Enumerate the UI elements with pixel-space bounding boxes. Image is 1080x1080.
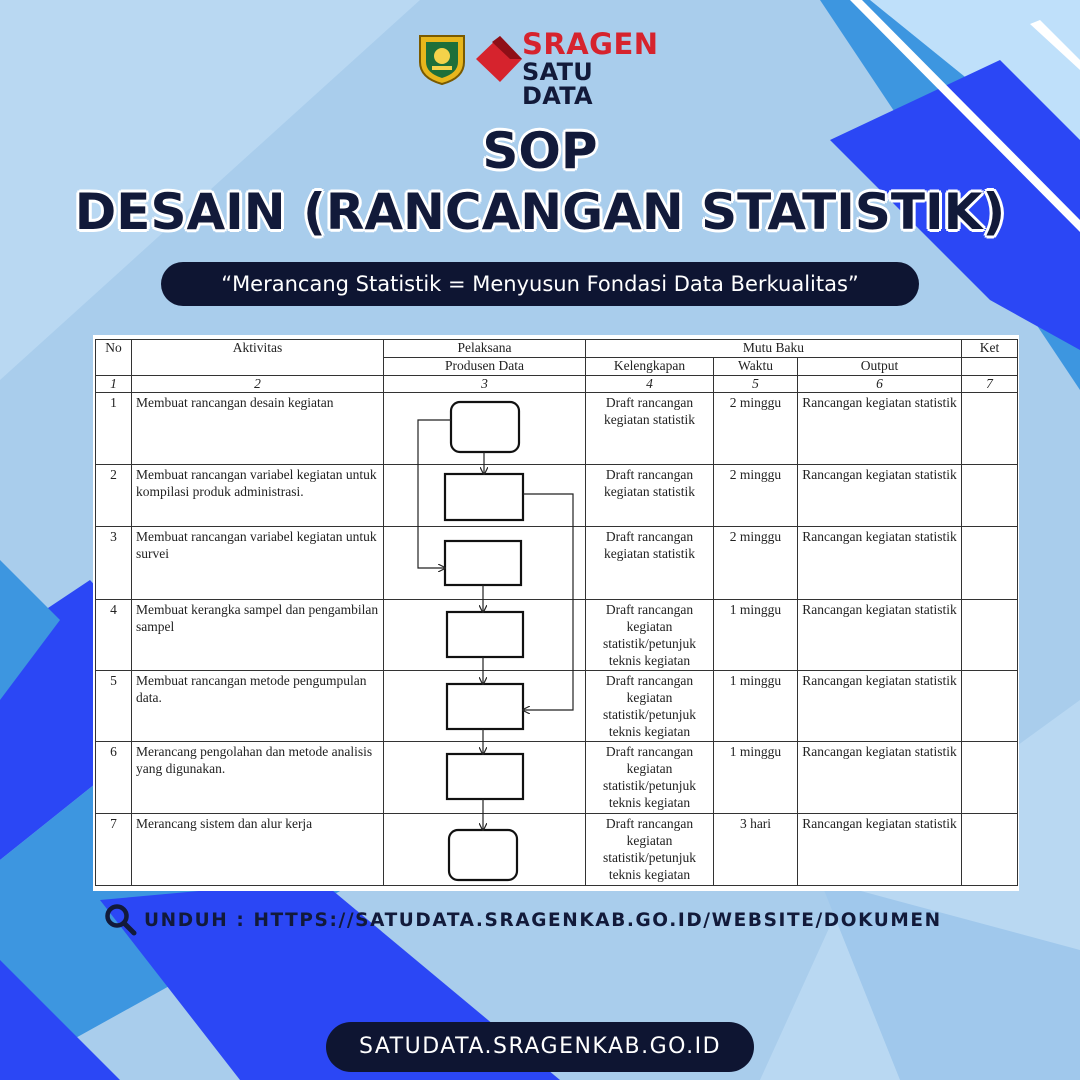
row-waktu: 2 minggu — [714, 465, 798, 527]
row-number: 7 — [96, 814, 132, 886]
row-kelengkapan: Draft rancangan kegiatan statistik — [586, 393, 714, 465]
header-produsen-data: Produsen Data — [384, 358, 586, 376]
row-ket — [962, 465, 1018, 527]
row-flow-cell — [384, 393, 586, 465]
row-number: 6 — [96, 742, 132, 814]
row-aktivitas: Membuat rancangan metode pengumpulan data. — [132, 671, 384, 742]
download-link[interactable] — [104, 902, 942, 938]
tagline-pill: “Merancang Statistik = Menyusun Fondasi Data Berkualitas” — [161, 262, 919, 306]
page-subtitle: DESAIN (RANCANGAN STATISTIK) — [74, 183, 1006, 241]
column-number: 6 — [798, 376, 962, 393]
row-flow-cell — [384, 742, 586, 814]
row-aktivitas: Membuat rancangan variabel kegiatan untuk survei — [132, 527, 384, 600]
column-number: 2 — [132, 376, 384, 393]
header-output: Output — [798, 358, 962, 376]
brand-subtitle: SATU DATA — [522, 58, 594, 110]
table-row — [96, 527, 1018, 600]
row-waktu: 1 minggu — [714, 671, 798, 742]
row-ket — [962, 814, 1018, 886]
row-waktu: 3 hari — [714, 814, 798, 886]
row-output: Rancangan kegiatan statistik — [798, 742, 962, 814]
sop-document — [93, 335, 1019, 891]
table-row — [96, 600, 1018, 671]
row-number: 5 — [96, 671, 132, 742]
header-aktivitas: Aktivitas — [132, 340, 384, 376]
footer-website[interactable]: SATUDATA.SRAGENKAB.GO.ID — [326, 1022, 754, 1072]
row-ket — [962, 600, 1018, 671]
column-number: 7 — [962, 376, 1018, 393]
row-flow-cell — [384, 465, 586, 527]
row-kelengkapan: Draft rancangan kegiatan statistik — [586, 527, 714, 600]
row-waktu: 1 minggu — [714, 742, 798, 814]
header-ket: Ket — [962, 340, 1018, 358]
row-aktivitas: Membuat rancangan variabel kegiatan untuk kompilasi produk administrasi. — [132, 465, 384, 527]
row-output: Rancangan kegiatan statistik — [798, 600, 962, 671]
header-waktu: Waktu — [714, 358, 798, 376]
header-ket-blank — [962, 358, 1018, 376]
row-output: Rancangan kegiatan statistik — [798, 465, 962, 527]
header-kelengkapan: Kelengkapan — [586, 358, 714, 376]
row-kelengkapan: Draft rancangan kegiatan statistik/petunjuk teknis kegiatan — [586, 814, 714, 886]
row-ket — [962, 742, 1018, 814]
row-output: Rancangan kegiatan statistik — [798, 527, 962, 600]
row-waktu: 2 minggu — [714, 527, 798, 600]
row-kelengkapan: Draft rancangan kegiatan statistik/petunjuk teknis kegiatan — [586, 671, 714, 742]
row-flow-cell — [384, 814, 586, 886]
table-row — [96, 393, 1018, 465]
regency-crest-icon — [416, 32, 468, 86]
header-logo — [416, 27, 666, 110]
row-number: 1 — [96, 393, 132, 465]
row-waktu: 2 minggu — [714, 393, 798, 465]
page-title: SOP — [482, 122, 598, 180]
row-flow-cell — [384, 600, 586, 671]
row-aktivitas: Merancang pengolahan dan metode analisis yang digunakan. — [132, 742, 384, 814]
header-no: No — [96, 340, 132, 376]
row-number: 4 — [96, 600, 132, 671]
table-row — [96, 671, 1018, 742]
row-flow-cell — [384, 671, 586, 742]
row-kelengkapan: Draft rancangan kegiatan statistik/petunjuk teknis kegiatan — [586, 600, 714, 671]
brand-name: SRAGEN — [522, 27, 659, 61]
header-mutu-baku: Mutu Baku — [586, 340, 962, 358]
header-pelaksana: Pelaksana — [384, 340, 586, 358]
red-chevron-logo-icon — [470, 32, 528, 86]
row-aktivitas: Membuat rancangan desain kegiatan — [132, 393, 384, 465]
row-output: Rancangan kegiatan statistik — [798, 814, 962, 886]
row-number: 2 — [96, 465, 132, 527]
row-ket — [962, 527, 1018, 600]
table-row — [96, 465, 1018, 527]
table-row — [96, 742, 1018, 814]
row-ket — [962, 393, 1018, 465]
row-kelengkapan: Draft rancangan kegiatan statistik/petunjuk teknis kegiatan — [586, 742, 714, 814]
row-aktivitas: Membuat kerangka sampel dan pengambilan sampel — [132, 600, 384, 671]
row-aktivitas: Merancang sistem dan alur kerja — [132, 814, 384, 886]
row-number: 3 — [96, 527, 132, 600]
row-output: Rancangan kegiatan statistik — [798, 393, 962, 465]
row-flow-cell — [384, 527, 586, 600]
row-ket — [962, 671, 1018, 742]
column-number: 1 — [96, 376, 132, 393]
row-kelengkapan: Draft rancangan kegiatan statistik — [586, 465, 714, 527]
table-row — [96, 814, 1018, 886]
column-number: 4 — [586, 376, 714, 393]
sop-table — [95, 339, 1018, 886]
row-output: Rancangan kegiatan statistik — [798, 671, 962, 742]
row-waktu: 1 minggu — [714, 600, 798, 671]
column-number: 3 — [384, 376, 586, 393]
column-number: 5 — [714, 376, 798, 393]
download-url-text: UNDUH : HTTPS://SATUDATA.SRAGENKAB.GO.ID/WEBSITE/DOKUMEN — [144, 909, 942, 931]
search-icon — [104, 903, 138, 937]
